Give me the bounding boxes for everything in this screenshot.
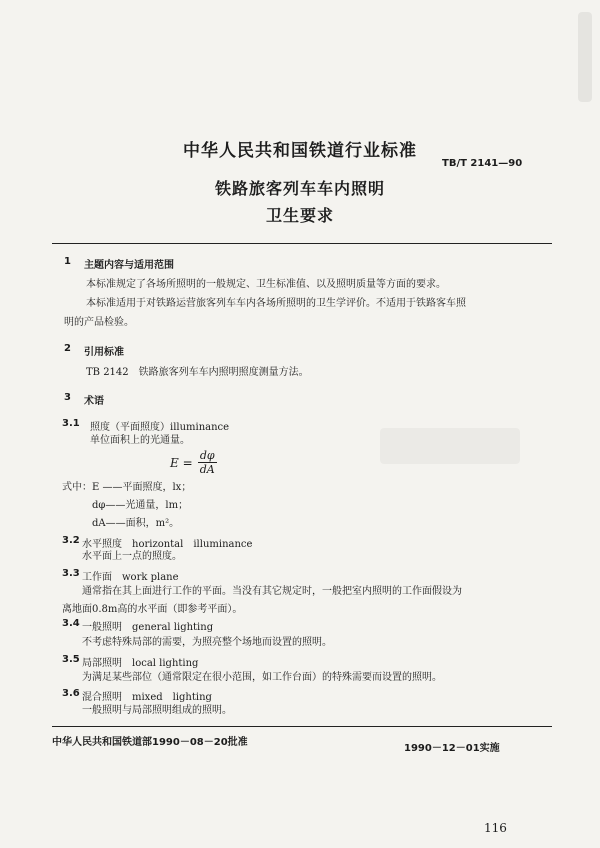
term-3-2-number: 3.2 xyxy=(62,535,80,546)
term-3-4-number: 3.4 xyxy=(62,618,80,629)
where-item-2: dφ——光通量，lm； xyxy=(92,500,189,511)
term-3-1-definition: 单位面积上的光通量。 xyxy=(90,435,190,446)
term-3-2-name: 水平照度 horizontal illuminance xyxy=(82,539,253,550)
standard-code: TB/T 2141—90 xyxy=(442,158,523,169)
term-3-6-definition: 一般照明与局部照明组成的照明。 xyxy=(82,705,232,716)
section-1-paragraph-2a: 本标准适用于对铁路运营旅客列车车内各场所照明的卫生学评价。不适用于铁路客车照 xyxy=(86,298,466,309)
document-title-line1: 铁路旅客列车车内照明 xyxy=(214,179,385,198)
formula-denominator: dA xyxy=(199,463,215,476)
term-3-3-name: 工作面 work plane xyxy=(82,572,179,583)
term-3-5-definition: 为满足某些部位（通常限定在很小范围，如工作台面）的特殊需要而设置的照明。 xyxy=(82,672,442,683)
where-item-3: dA——面积，m²。 xyxy=(92,518,180,529)
term-3-3-number: 3.3 xyxy=(62,568,80,579)
section-3-number: 3 xyxy=(64,392,71,403)
section-1-paragraph-1: 本标准规定了各场所照明的一般规定、卫生标准值、以及照明质量等方面的要求。 xyxy=(86,279,446,290)
page-number: 116 xyxy=(484,821,507,835)
section-1-number: 1 xyxy=(64,256,71,267)
formula-fraction xyxy=(198,449,217,476)
effective-date: 1990－12－01实施 xyxy=(404,743,500,754)
section-2-heading: 引用标准 xyxy=(84,347,124,358)
term-3-4-definition: 不考虑特殊局部的需要，为照亮整个场地而设置的照明。 xyxy=(82,637,332,648)
approval-date: 中华人民共和国铁道部1990－08－20批准 xyxy=(52,737,248,748)
section-3-heading: 术语 xyxy=(84,396,104,407)
term-3-5-name: 局部照明 local lighting xyxy=(82,658,199,669)
formula-numerator: dφ xyxy=(198,449,217,463)
document-title-line2: 卫生要求 xyxy=(265,206,334,225)
term-3-1-number: 3.1 xyxy=(62,418,80,429)
term-3-5-number: 3.5 xyxy=(62,654,80,665)
term-3-1-name: 照度（平面照度）illuminance xyxy=(90,422,230,433)
where-item-1: E ——平面照度，lx； xyxy=(92,482,192,493)
term-3-3-definition-b: 离地面0.8m高的水平面（即参考平面）。 xyxy=(62,604,243,615)
term-3-6-number: 3.6 xyxy=(62,688,80,699)
section-1-paragraph-2b: 明的产品检验。 xyxy=(64,317,134,328)
scan-smudge-margin xyxy=(380,428,520,464)
illuminance-formula xyxy=(170,449,217,476)
term-3-6-name: 混合照明 mixed lighting xyxy=(82,692,212,703)
section-1-heading: 主题内容与适用范围 xyxy=(84,260,174,271)
where-label: 式中： xyxy=(62,482,92,493)
section-2-reference: TB 2142 铁路旅客列车车内照明照度测量方法。 xyxy=(86,367,309,378)
scan-smudge-top-right xyxy=(578,12,592,102)
term-3-3-definition-a: 通常指在其上面进行工作的平面。当没有其它规定时，一般把室内照明的工作面假设为 xyxy=(82,586,462,597)
term-3-4-name: 一般照明 general lighting xyxy=(82,622,214,633)
footer-rule xyxy=(52,726,552,727)
section-2-number: 2 xyxy=(64,343,71,354)
term-3-2-definition: 水平面上一点的照度。 xyxy=(82,551,182,562)
formula-lhs: E = xyxy=(170,456,193,470)
standard-title: 中华人民共和国铁道行业标准 xyxy=(183,141,417,161)
header-rule xyxy=(52,243,552,244)
